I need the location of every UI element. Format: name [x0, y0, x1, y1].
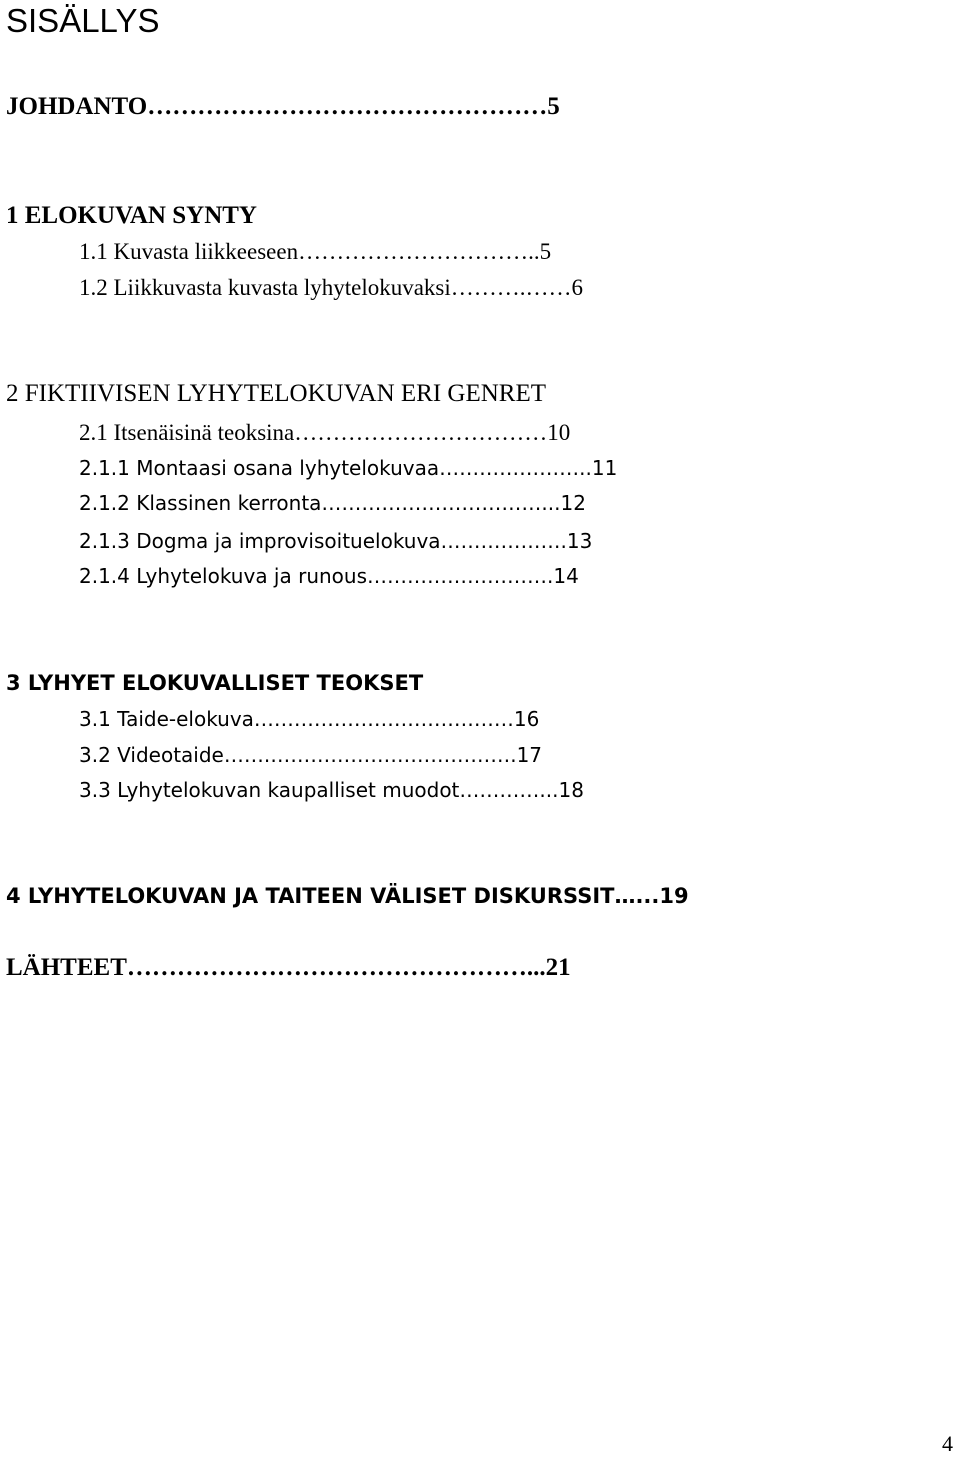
toc-entry: 1.1 Kuvasta liikkeeseen…………………………..5 [79, 239, 552, 264]
toc-entry: 2.1.2 Klassinen kerronta……………………………...12 [79, 491, 586, 515]
toc-entry: 2.1.3 Dogma ja improvisoituelokuva……………….13 [79, 529, 593, 553]
toc-entry: 2.1 Itsenäisinä teoksina……………………………10 [79, 420, 571, 445]
toc-chapter-heading: 1 ELOKUVAN SYNTY [6, 202, 257, 229]
toc-entry: 3.2 Videotaide…….……………………………….17 [79, 743, 543, 767]
page-title: SISÄLLYS [6, 2, 160, 39]
toc-entry: 2.1.4 Lyhytelokuva ja runous……………………….14 [79, 564, 579, 588]
toc-introduction: JOHDANTO…………………………………………5 [6, 93, 560, 120]
toc-references: LÄHTEET…………………………………………...21 [6, 954, 571, 981]
toc-entry: 1.2 Liikkuvasta kuvasta lyhytelokuvaksi……….……6 [79, 275, 584, 300]
toc-chapter-heading: 2 FIKTIIVISEN LYHYTELOKUVAN ERI GENRET [6, 380, 547, 407]
toc-entry: 3.3 Lyhytelokuvan kaupalliset muodot…………...18 [79, 778, 584, 802]
toc-chapter-heading: 3 LYHYET ELOKUVALLISET TEOKSET [6, 671, 424, 695]
page-number: 4 [942, 1431, 953, 1456]
toc-entry: 2.1.1 Montaasi osana lyhytelokuvaa…………………..11 [79, 456, 618, 480]
toc-chapter-heading: 4 LYHYTELOKUVAN JA TAITEEN VÄLISET DISKURSSIT…...19 [6, 884, 689, 908]
toc-entry: 3.1 Taide-elokuva…………………………………16 [79, 707, 540, 731]
